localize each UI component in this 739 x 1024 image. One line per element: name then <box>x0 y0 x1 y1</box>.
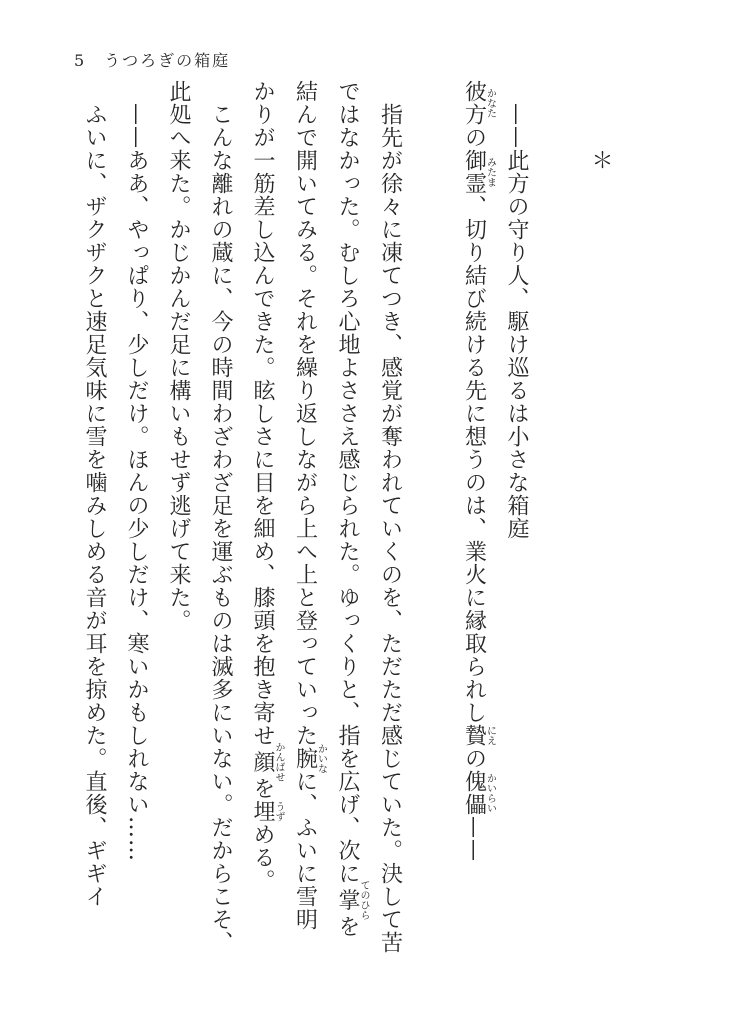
paragraph-line-6: 此処へ来た。かじかんだ足に構いもせず逃げて来た。 <box>166 80 191 632</box>
separator-line: ＊ <box>588 80 613 172</box>
paragraph-line-7: ——ああ、やっぱり、少しだけ。ほんの少しだけ、寒いかもしれない…… <box>124 80 149 862</box>
paragraph-line-2: ではなかった。むしろ心地よささえ感じられた。ゆっくりと、指を広げ、次に掌てのひらを <box>335 80 369 938</box>
ruby-annotated-text: 顔かんばせ <box>250 742 284 782</box>
paragraph-line-8: ふいに、ザクザクと速足気味に雪を噛みしめる音が耳を掠めた。直後、ギギイ <box>82 80 107 908</box>
ruby-annotated-text: 御霊みたま <box>461 149 496 195</box>
ruby-annotated-text: 傀儡かいらい <box>461 770 496 816</box>
spacer <box>411 80 453 985</box>
paragraph-line-3: 結んで開いてみる。それを繰り返しながら上へ上と登っていった腕かいなに、ふいに雪明 <box>292 80 327 931</box>
verse-line-1: ——此方の守り人、駆け巡るは小さな箱庭 <box>504 80 529 540</box>
running-header: 5 うつろぎの箱庭 <box>74 51 231 70</box>
verse-line-2: 彼方かなたの御霊みたま、切り結び続ける先に想うのは、業火に縁取られし贄にえの傀儡かいらい—— <box>461 80 496 862</box>
paragraph-line-5: こんな離れの蔵に、今の時間わざわざ足を運ぶものは滅多にいない。だからこそ、 <box>208 80 233 954</box>
ruby-annotated-text: 贄にえ <box>461 724 496 747</box>
paragraph-line-4: かりが一筋差し込んできた。眩しさに目を細め、膝頭を抱き寄せ顔かんばせを埋うずめる。 <box>250 80 284 892</box>
ruby-annotated-text: 彼方かなた <box>461 80 496 126</box>
paragraph-line-1: 指先が徐々に凍てつき、感覚が奪われていくのを、ただただ感じていた。決して苦 <box>377 80 403 954</box>
ruby-annotated-text: 腕かいな <box>292 743 327 774</box>
spacer <box>537 80 579 985</box>
ruby-annotated-text: 埋うず <box>250 800 284 823</box>
vertical-text-block <box>73 80 621 985</box>
ruby-annotated-text: 掌てのひら <box>335 880 369 920</box>
